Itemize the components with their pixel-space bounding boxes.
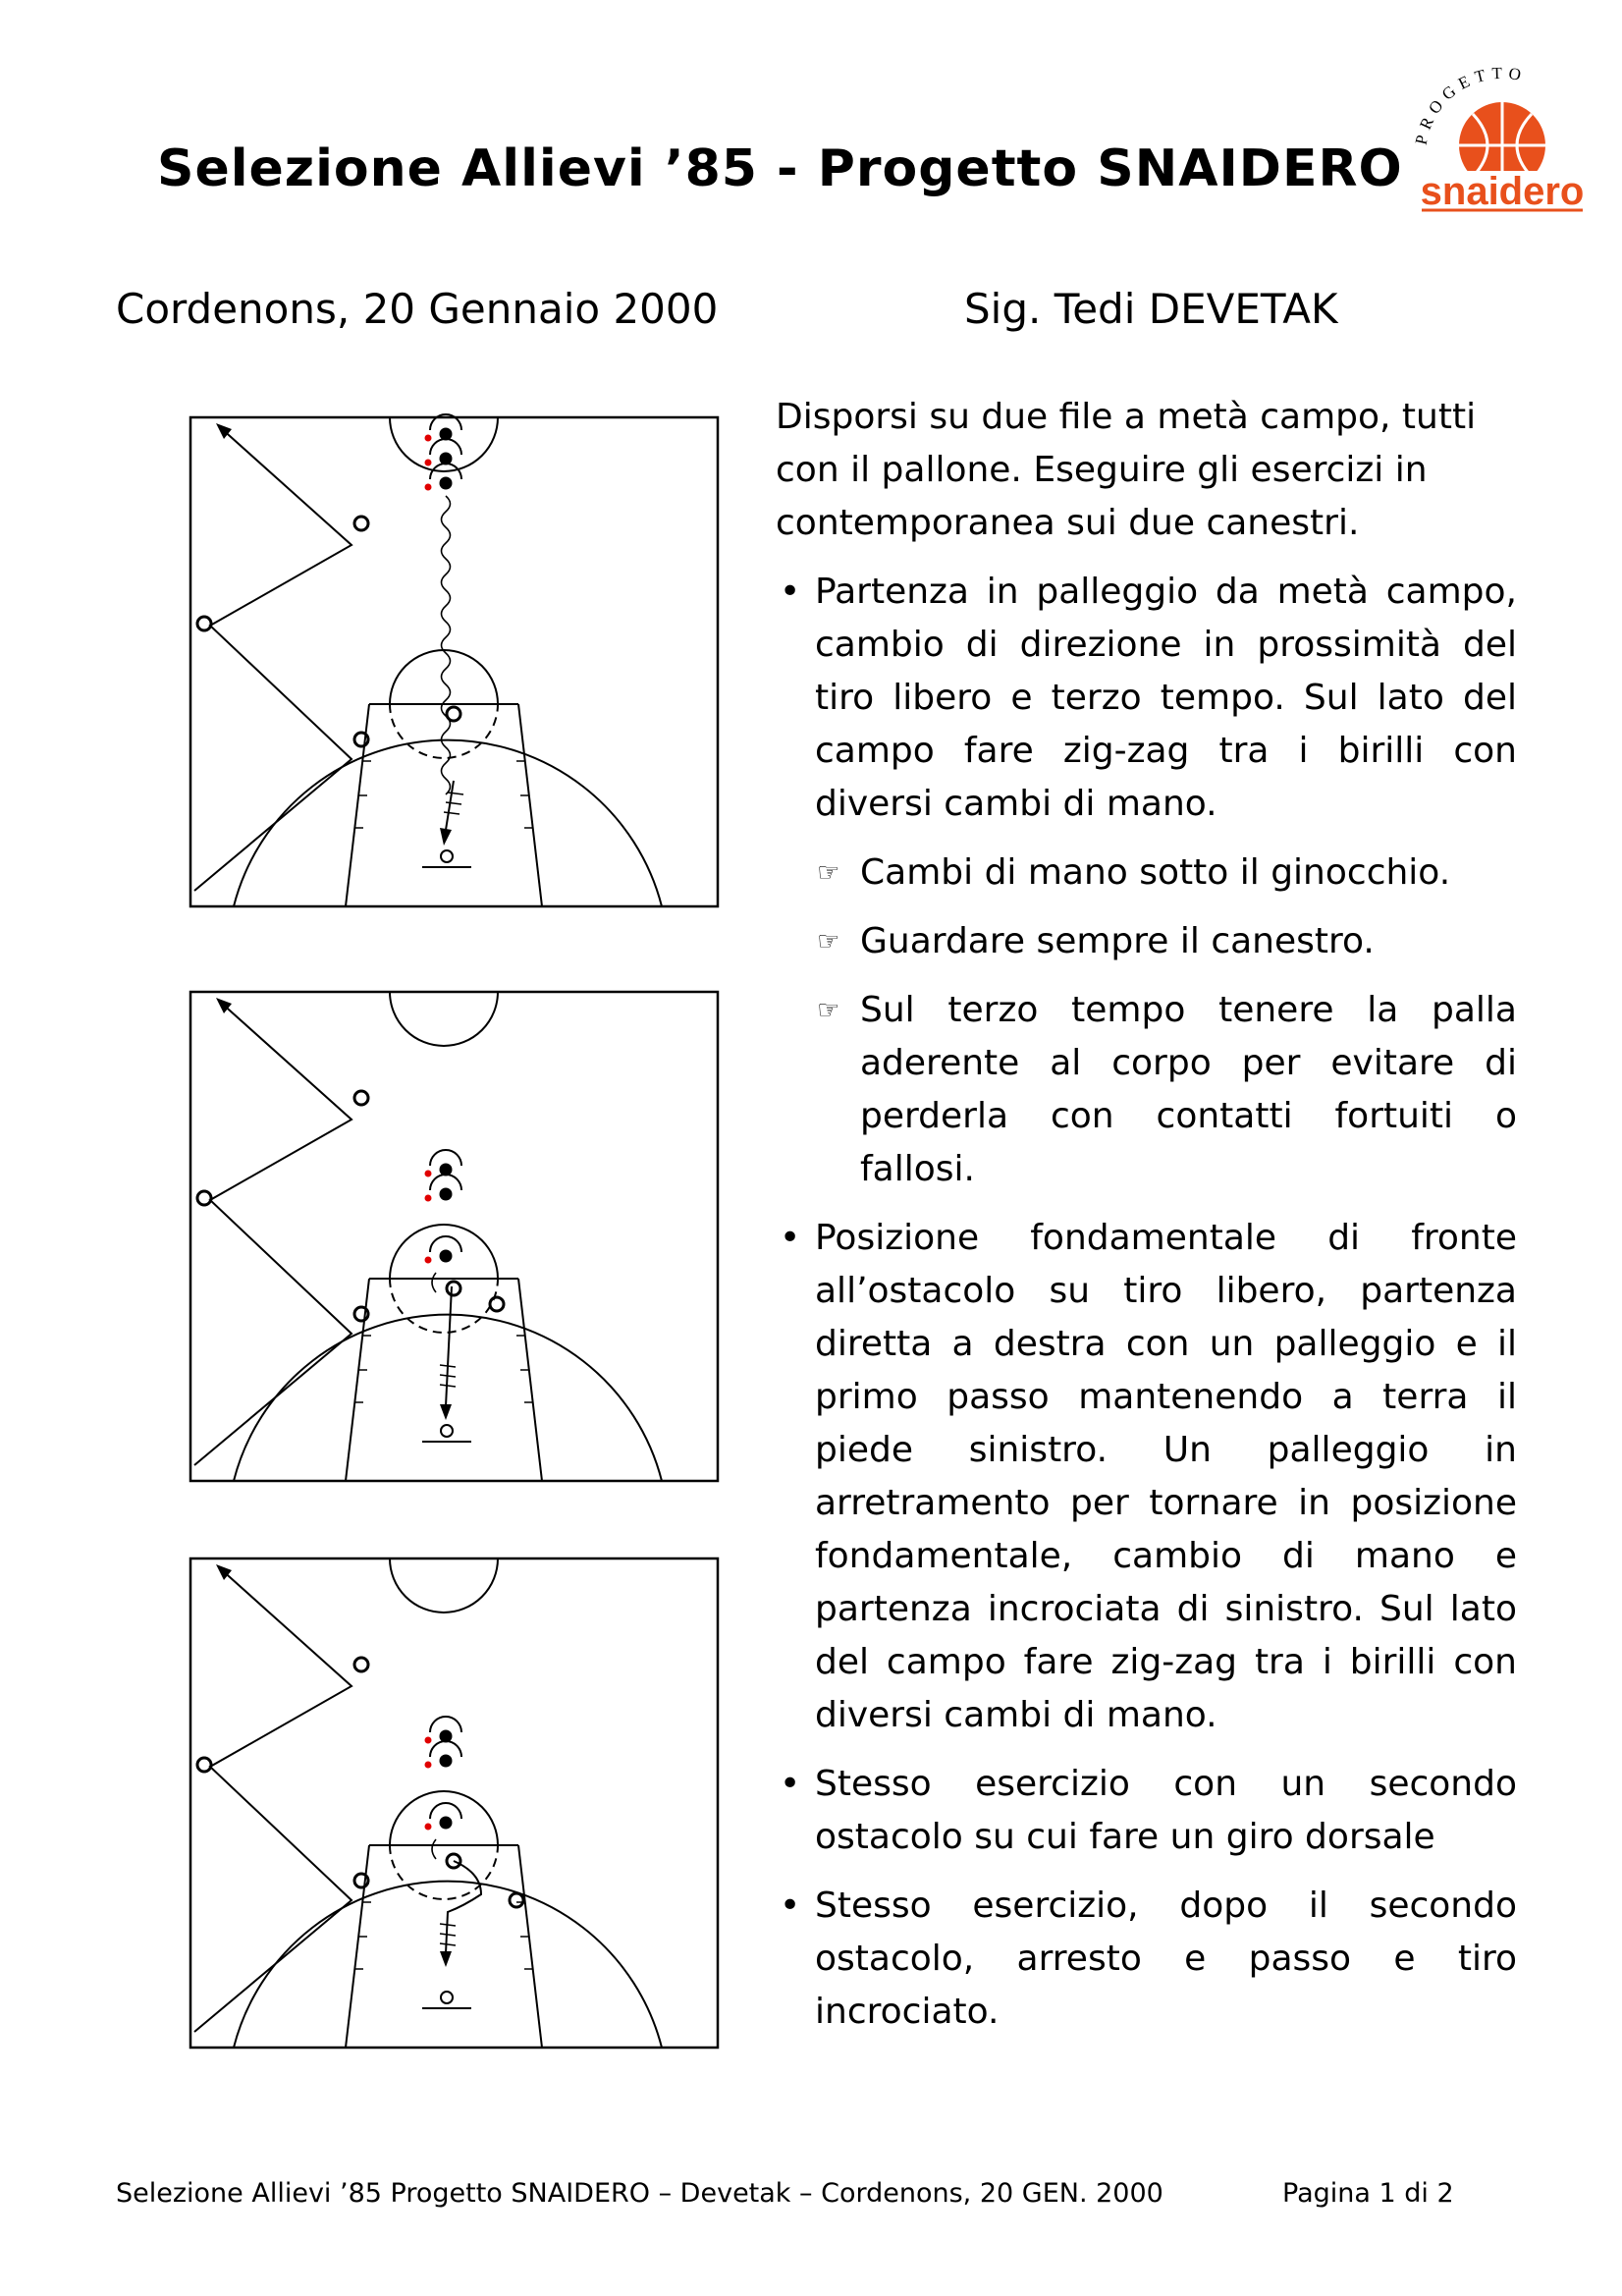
- bullet-item-4: [776, 1880, 1517, 2039]
- bullet-text: Partenza in palleggio da metà campo, cambio di direzione in prossimità del tiro libero e terzo tempo. Sul lato del campo fare zig-zag tra i birilli con diversi cambi di mano.: [815, 572, 1517, 824]
- bullet-icon: •: [780, 1764, 801, 1804]
- coach-name: Sig. Tedi DEVETAK: [964, 285, 1338, 333]
- bullet-text: Posizione fondamentale di fronte all’ostacolo su tiro libero, partenza diretta a destra con un palleggio e il primo passo mantenendo a terra il piede sinistro. Un palleggio in arretramento per tornare in posizione fondamentale, cambio di mano e partenza incrociata di sinistro. Sul lato del campo fare zig-zag tra i birilli con diversi cambi di mano.: [815, 1218, 1517, 1735]
- bullet-item-1: [776, 566, 1517, 831]
- snaidero-logo: [1404, 59, 1600, 216]
- pointing-hand-icon: ☞: [817, 996, 840, 1025]
- bullet-text: Stesso esercizio, dopo il secondo ostacolo, arresto e passo e tiro incrociato.: [815, 1886, 1517, 2032]
- pointing-hand-icon: ☞: [817, 858, 840, 888]
- logo-arc-text: PROGETTO: [1411, 63, 1529, 147]
- court-diagram-3: [187, 1549, 722, 2050]
- intro-paragraph: Disporsi su due file a metà campo, tutti con il pallone. Eseguire gli esercizi in contemporanea sui due canestri.: [776, 397, 1477, 543]
- place-date: Cordenons, 20 Gennaio 2000: [116, 285, 719, 333]
- tip-text: Guardare sempre il canestro.: [860, 921, 1375, 961]
- logo-brand: snaidero: [1420, 170, 1585, 213]
- bullet-item-2: [776, 1212, 1517, 1742]
- bullet-item-3: [776, 1758, 1517, 1864]
- page-number: Pagina 1 di 2: [1282, 2178, 1454, 2209]
- bullet-icon: •: [780, 1218, 801, 1258]
- tip-text: Cambi di mano sotto il ginocchio.: [860, 852, 1451, 893]
- bullet-text: Stesso esercizio con un secondo ostacolo su cui fare un giro dorsale: [815, 1764, 1517, 1857]
- exercise-description: [776, 391, 1517, 2054]
- tip-item-3: [776, 984, 1517, 1196]
- page-title: Selezione Allievi ’85 - Progetto SNAIDERO: [157, 139, 1403, 198]
- footer-text: Selezione Allievi ’85 Progetto SNAIDERO – Devetak – Cordenons, 20 GEN. 2000: [116, 2178, 1163, 2209]
- bullet-icon: •: [780, 1886, 801, 1926]
- tip-item-2: [776, 915, 1517, 968]
- bullet-icon: •: [780, 572, 801, 612]
- court-diagram-1: [187, 408, 722, 908]
- tip-text: Sul terzo tempo tenere la palla aderente al corpo per evitare di perderla con contatti fortuiti o fallosi.: [860, 990, 1517, 1189]
- pointing-hand-icon: ☞: [817, 927, 840, 957]
- tip-item-1: [776, 847, 1517, 900]
- court-diagram-2: [187, 982, 722, 1483]
